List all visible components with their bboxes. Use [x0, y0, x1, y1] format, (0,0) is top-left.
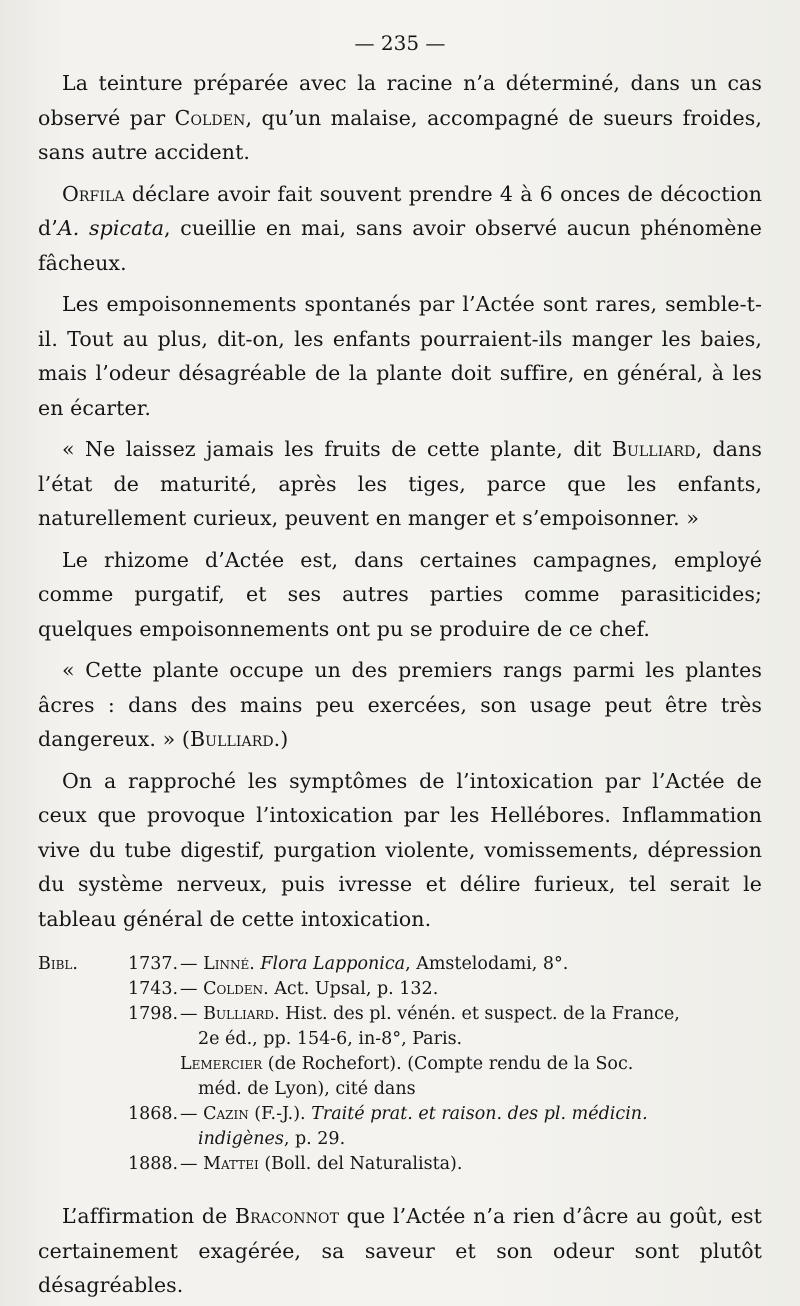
bib-entry: 1888. — Mattei (Boll. del Naturalista). [38, 1152, 762, 1177]
author-name: Braconnot [234, 1204, 340, 1228]
paragraph-colden: La teinture préparée avec la racine n’a déterminé, dans un cas observé par Colden, qu’un malaise, accompagné de sueurs froides, sans autre accident. [38, 71, 762, 164]
bib-entry: Bibl. 1737. — Linné. Flora Lapponica, Amstelodami, 8°. [38, 952, 762, 977]
paragraph-rhizome: Le rhizome d’Actée est, dans certaines campagnes, employé comme purgatif, et ses autres parties comme parasiticides; quelques empoisonnements ont pu se produire de ce chef. [38, 547, 762, 641]
bib-entry: 1868. — Cazin (F.-J.). Traité prat. et raison. des pl. médicin. [38, 1102, 762, 1127]
bib-year: 1798. [128, 1004, 179, 1024]
bib-year: 1868. [128, 1104, 179, 1124]
bibliography [38, 952, 762, 1177]
bib-sub-entry: Lemercier (de Rochefort). (Compte rendu de la Soc. [180, 1054, 634, 1074]
author-name: Colden [174, 105, 246, 130]
bib-author: Bulliard [203, 1004, 275, 1024]
page-number: — 235 — [354, 31, 446, 55]
species-name: A. spicata [57, 216, 165, 240]
bib-title: Flora Lapponica [260, 954, 406, 974]
bib-author: Mattei [203, 1154, 259, 1174]
bib-year: 1737. [128, 954, 179, 974]
bib-entry: 1798. — Bulliard. Hist. des pl. vénén. et suspect. de la France, [38, 1002, 762, 1027]
author-name: Bulliard [190, 727, 274, 751]
paragraph-acrid-plant: « Cette plante occupe un des premiers rangs parmi les plantes âcres : dans des mains peu exercées, son usage peut être très dangereux. » (Bulliard.) [38, 658, 762, 751]
bib-author: Cazin [203, 1104, 249, 1124]
paragraph-symptoms: On a rapproché les symptômes de l’intoxication par l’Actée de ceux que provoque l’intoxication par les Hellébores. Inflammation vive du tube digestif, purgation violente, vomissements, dépression du système nerveux, puis ivresse et délire furieux, tel serait le tableau général de cette intoxication. [38, 768, 762, 931]
bib-continuation: méd. de Lyon), cité dans [198, 1079, 416, 1099]
bib-entry: 1743. — Colden. Act. Upsal, p. 132. [38, 977, 762, 1002]
bib-year: 1743. [128, 979, 179, 999]
bib-year: 1888. [128, 1154, 179, 1174]
paragraph-orfila: Orfila déclare avoir fait souvent prendre 4 à 6 onces de décoction d’A. spicata, cueillie en mai, sans avoir observé aucun phénomène fâcheux. [38, 181, 762, 275]
bib-label: Bibl. [38, 954, 78, 974]
author-name: Bulliard [611, 437, 696, 461]
paragraph-braconnot: L’affirmation de Braconnot que l’Actée n’a rien d’âcre au goût, est certainement exagérée, sa saveur et son odeur sont plutôt désagréables. [38, 1204, 762, 1297]
bib-continuation: 2e éd., pp. 154-6, in-8°, Paris. [198, 1029, 463, 1049]
paragraph-bulliard-quote: « Ne laissez jamais les fruits de cette plante, dit Bulliard, dans l’état de maturité, après les tiges, parce que les enfants, naturellement curieux, peuvent en manger et s’empoisonner. » [38, 437, 762, 530]
paragraph-spontaneous-poisoning: Les empoisonnements spontanés par l’Actée sont rares, semble-t-il. Tout au plus, dit-on, les enfants pourraient-ils manger les baies, mais l’odeur désagréable de la plante doit suffire, en général, à les en écarter. [38, 292, 762, 420]
bib-author: Linné [203, 954, 250, 974]
bib-continuation: indigènes, p. 29. [198, 1129, 346, 1149]
bib-author: Colden [203, 979, 264, 999]
bib-author: Lemercier [180, 1054, 263, 1074]
author-name: Orfila [62, 181, 125, 206]
bib-title: Traité prat. et raison. des pl. médicin. [311, 1104, 648, 1124]
